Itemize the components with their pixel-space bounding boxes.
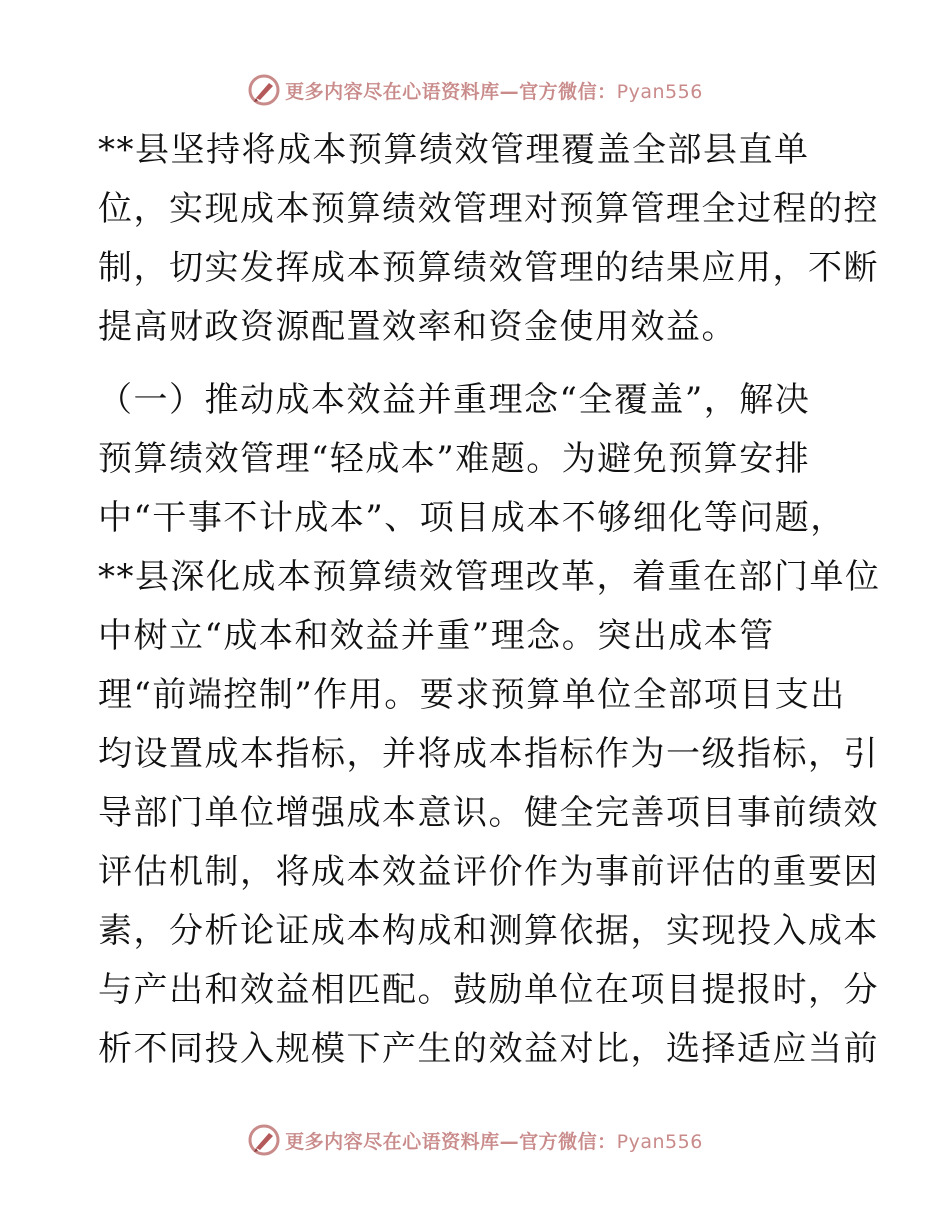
text-line: 析不同投入规模下产生的效益对比，选择适应当前 [98,1029,879,1069]
text-line: 均设置成本指标，并将成本指标作为一级指标，引 [98,734,879,774]
paragraph-section-1 [98,371,881,1079]
text-line: 与产出和效益相匹配。鼓励单位在项目提报时，分 [98,970,879,1010]
text-line: 评估机制，将成本效益评价作为事前评估的重要因 [98,852,879,892]
watermark-wechat-id: Pyan556 [616,1130,703,1153]
watermark-text [285,77,703,104]
text-line: 素，分析论证成本构成和测算依据，实现投入成本 [98,911,879,951]
text-line: **县坚持将成本预算绩效管理覆盖全部县直单 [98,130,810,170]
text-line: 导部门单位增强成本意识。健全完善项目事前绩效 [98,793,879,833]
paragraph-intro [98,121,879,357]
text-line: **县深化成本预算绩效管理改革，着重在部门单位 [98,557,881,597]
watermark-text [285,1127,703,1154]
document-body [98,121,881,1079]
text-line: （一）推动成本效益并重理念“全覆盖”，解决 [98,380,811,420]
text-line: 制，切实发挥成本预算绩效管理的结果应用，不断 [98,248,879,288]
text-line: 中“干事不计成本”、项目成本不够细化等问题， [98,498,846,538]
text-line: 提高财政资源配置效率和资金使用效益。 [98,307,737,347]
text-line: 中树立“成本和效益并重”理念。突出成本管 [98,616,775,656]
pen-logo-icon [247,1123,281,1157]
text-line: 预算绩效管理“轻成本”难题。为避免预算安排 [98,439,811,479]
watermark-wechat-id: Pyan556 [616,80,703,103]
watermark-header [0,70,950,110]
text-line: 位，实现成本预算绩效管理对预算管理全过程的控 [98,189,879,229]
watermark-cn: 更多内容尽在心语资料库—官方微信： [285,80,617,103]
watermark-cn: 更多内容尽在心语资料库—官方微信： [285,1130,617,1153]
watermark-footer [0,1120,950,1160]
pen-logo-icon [247,73,281,107]
text-line: 理“前端控制”作用。要求预算单位全部项目支出 [98,675,846,715]
